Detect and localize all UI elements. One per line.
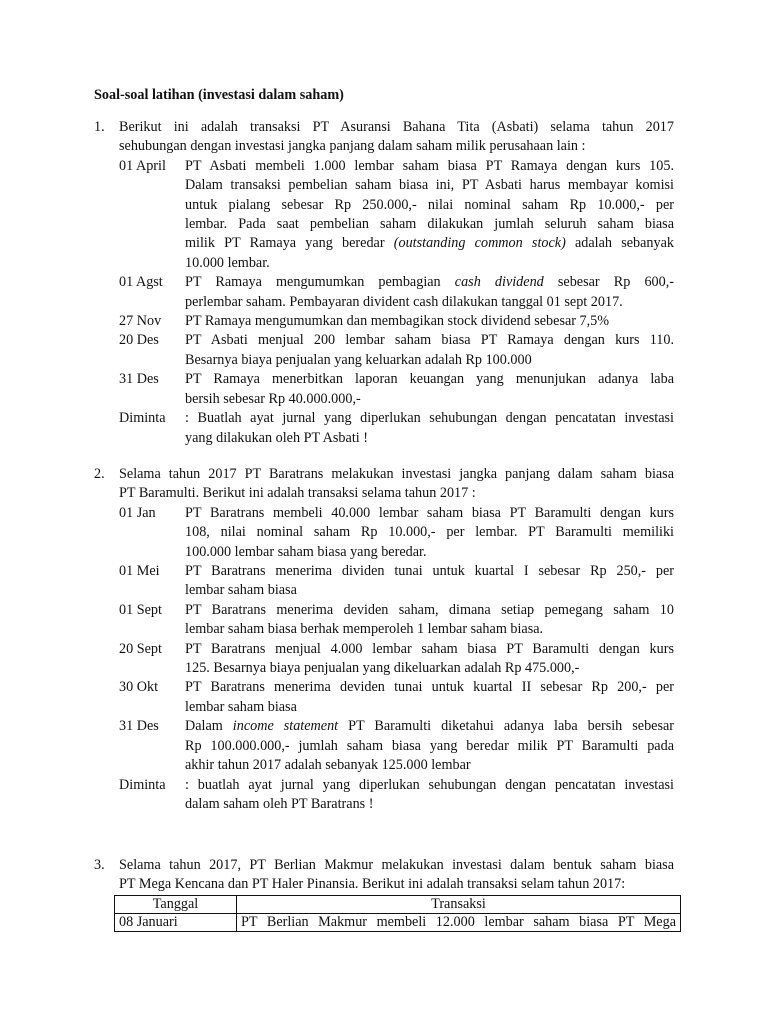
transaction-row [94, 312, 674, 331]
text-line: untuk pialang sebesar Rp 250.000,- nilai nominal saham Rp 10.000,- per [185, 196, 674, 213]
text-line: PT Baratrans menerima deviden saham, dimana setiap pemegang saham 10 [185, 601, 674, 618]
transaction-date: 30 Okt [119, 679, 159, 696]
transaction-row [94, 409, 674, 448]
text-segment: Dalam [185, 718, 233, 735]
transaction-row [94, 640, 674, 679]
text-line: akhir tahun 2017 adalah sebanyak 125.000 lembar [185, 757, 471, 774]
question-intro [119, 465, 674, 504]
text-segment: PT Baramulti diketahui adanya laba bersih sebesar [338, 718, 674, 735]
text-line: yang dilakukan oleh PT Asbati ! [185, 429, 368, 446]
text-line [185, 273, 674, 292]
text-line: 10.000 lembar. [185, 254, 270, 271]
italic-term: cash dividend [454, 274, 544, 291]
text-line: PT Baratrans menerima dividen tunai untuk kuartal I sebesar Rp 250,- per [185, 563, 674, 580]
text-line: Besarnya biaya penjualan yang keluarkan adalah Rp 100.000 [185, 351, 532, 368]
text-line: perlembar saham. Pembayaran divident cash dilakukan tanggal 01 sept 2017. [185, 293, 623, 310]
transaction-date: 01 Sept [119, 601, 162, 618]
transaction-text [185, 678, 674, 717]
question-intro [119, 118, 674, 157]
question-number: 1. [94, 119, 105, 135]
table-cell-transaction: PT Berlian Makmur membeli 12.000 lembar saham biasa PT Mega [237, 914, 681, 932]
transaction-text [185, 273, 674, 312]
text-line: PT Ramaya menerbitkan laporan keuangan yang menunjukan adanya laba [185, 371, 674, 388]
transaction-date: Diminta [119, 776, 166, 793]
text-segment: PT Ramaya mengumumkan pembagian [185, 274, 455, 291]
transaction-text [185, 640, 674, 679]
text-line: PT Ramaya mengumumkan dan membagikan stock dividend sebesar 7,5% [185, 313, 610, 330]
text-segment: adalah sebanyak [565, 235, 674, 252]
text-line: PT Baratrans menjual 4.000 lembar saham biasa PT Baramulti dengan kurs [185, 640, 674, 657]
table-cell-date: 08 Januari [115, 914, 237, 932]
text-line: PT Baratrans menerima deviden tunai untuk kuartal II sebesar Rp 200,- per [185, 679, 674, 696]
text-line: PT Asbati menjual 200 lembar saham biasa PT Ramaya dengan kurs 110. [185, 332, 674, 349]
intro-line: PT Mega Kencana dan PT Haler Pinansia. Berikut ini adalah transaksi selam tahun 2017: [119, 876, 626, 893]
transaction-text [185, 601, 674, 640]
text-line: PT Baratrans membeli 40.000 lembar saham biasa PT Baramulti dengan kurs [185, 504, 674, 521]
transaction-text [185, 409, 674, 448]
transaction-date: 01 Jan [119, 504, 156, 521]
transaction-row [94, 717, 674, 775]
question-3 [94, 856, 674, 895]
text-line: lembar. Pada saat pembelian saham dilakukan jumlah seluruh saham biasa [185, 216, 674, 233]
intro-line: Selama tahun 2017 PT Baratrans melakukan investasi jangka panjang dalam saham biasa [119, 466, 674, 482]
text-line: 100.000 lembar saham biasa yang beredar. [185, 543, 427, 560]
text-line: : Buatlah ayat jurnal yang diperlukan sehubungan dengan pencatatan investasi [185, 410, 674, 427]
transaction-table [114, 895, 681, 932]
intro-line: Berikut ini adalah transaksi PT Asuransi Bahana Tita (Asbati) selama tahun 2017 [119, 119, 674, 135]
transaction-row [94, 157, 674, 273]
italic-term: (outstanding common stock) [393, 235, 566, 252]
intro-line: PT Baramulti. Berikut ini adalah transaksi selama tahun 2017 : [119, 485, 476, 502]
transaction-row [94, 678, 674, 717]
transaction-text [185, 331, 674, 370]
transaction-row [94, 504, 674, 562]
question-1 [94, 118, 674, 448]
transaction-row [94, 562, 674, 601]
question-number: 3. [94, 857, 105, 873]
table-header-row [115, 896, 681, 914]
column-header-transaction: Transaksi [237, 896, 681, 914]
text-line: bersih sebesar Rp 40.000.000,- [185, 390, 361, 407]
text-line: lembar saham biasa berhak memperoleh 1 lembar saham biasa. [185, 621, 544, 638]
transaction-date: Diminta [119, 410, 166, 427]
text-line: 125. Besarnya biaya penjualan yang dikeluarkan adalah Rp 475.000,- [185, 660, 580, 677]
text-line: lembar saham biasa [185, 698, 297, 715]
question-number: 2. [94, 466, 105, 482]
transaction-date: 31 Des [119, 371, 159, 388]
transaction-date: 01 Mei [119, 563, 160, 580]
intro-line: sehubungan dengan investasi jangka panjang dalam saham milik perusahaan lain : [119, 138, 586, 155]
page-title: Soal-soal latihan (investasi dalam saham) [94, 87, 344, 103]
transaction-text [185, 504, 674, 562]
transaction-text [185, 157, 674, 273]
transaction-date: 01 April [119, 157, 166, 174]
transaction-date: 20 Sept [119, 640, 162, 657]
text-line: 108, nilai nominal saham Rp 10.000,- per lembar. PT Baramulti memiliki [185, 524, 674, 541]
text-line: : buatlah ayat jurnal yang diperlukan sehubungan dengan pencatatan investasi [185, 776, 674, 793]
column-header-date: Tanggal [115, 896, 237, 914]
transaction-text [185, 562, 674, 601]
text-line [185, 717, 674, 736]
italic-term: income statement [232, 718, 339, 735]
intro-line: Selama tahun 2017, PT Berlian Makmur melakukan investasi dalam bentuk saham biasa [119, 857, 674, 873]
question-2 [94, 465, 674, 814]
transaction-row [94, 273, 674, 312]
text-line: lembar saham biasa [185, 582, 297, 599]
transaction-row [94, 601, 674, 640]
transaction-date: 27 Nov [119, 313, 162, 330]
transaction-text [185, 370, 674, 409]
text-line: dalam saham oleh PT Baratrans ! [185, 795, 374, 812]
transaction-date: 01 Agst [119, 274, 163, 291]
transaction-text [185, 312, 674, 331]
question-intro [119, 856, 674, 895]
transaction-text [185, 717, 674, 775]
transaction-text [185, 776, 674, 815]
text-line: Dalam transaksi pembelian saham biasa ini, PT Asbati harus membayar komisi [185, 177, 674, 194]
transaction-row [94, 370, 674, 409]
transaction-date: 20 Des [119, 332, 159, 349]
text-segment: milik PT Ramaya yang beredar [185, 235, 394, 252]
text-line: PT Asbati membeli 1.000 lembar saham biasa PT Ramaya dengan kurs 105. [185, 157, 674, 174]
table-row [115, 914, 681, 932]
transaction-date: 31 Des [119, 718, 159, 735]
text-line [185, 234, 674, 253]
transaction-row [94, 331, 674, 370]
transaction-row [94, 776, 674, 815]
text-segment: sebesar Rp 600,- [543, 274, 674, 291]
text-line: Rp 100.000.000,- jumlah saham biasa yang beredar milik PT Baramulti pada [185, 737, 674, 754]
